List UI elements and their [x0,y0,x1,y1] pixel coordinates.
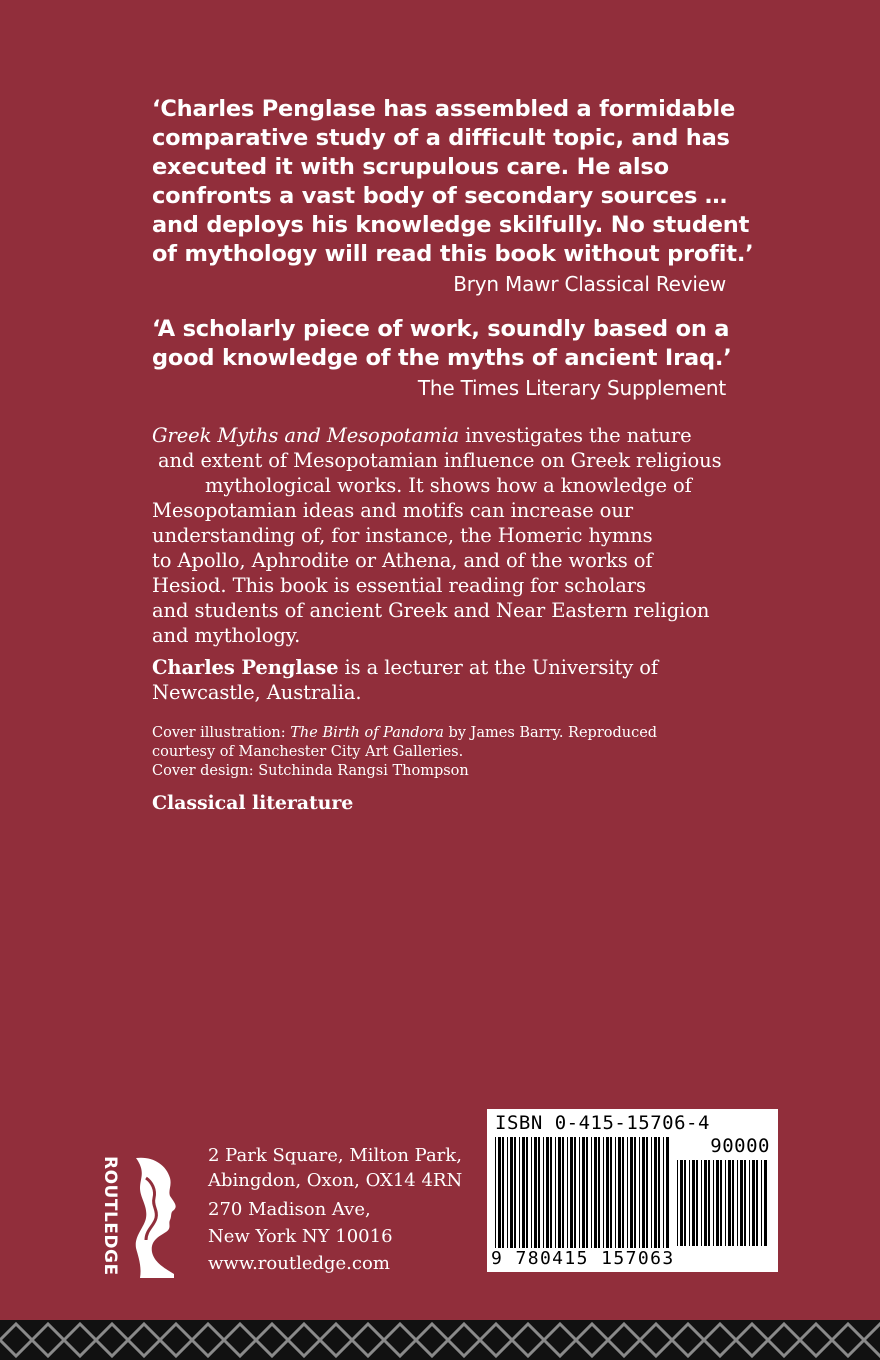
credit-line: Cover illustration: The Birth of Pandora by James Barry. Reproduced [152,725,658,741]
profile-faces-icon [130,1156,182,1280]
description-line: mythological works. It shows how a knowledge of [205,474,692,497]
quote-1-source: Bryn Mawr Classical Review [453,272,726,296]
quote-1-line: confronts a vast body of secondary sources … [152,183,728,209]
description-line: understanding of, for instance, the Homeric hymns [152,524,653,547]
description-line: and mythology. [152,624,301,647]
quote-1-line: executed it with scrupulous care. He also [152,154,669,180]
address-line: New York NY 10016 [208,1226,393,1247]
author-bio-line: Charles Penglase is a lecturer at the University of [152,656,658,679]
isbn-barcode [487,1109,778,1272]
description-line: to Apollo, Aphrodite or Athena, and of the works of [152,549,653,572]
quote-2-line: good knowledge of the myths of ancient Iraq.’ [152,345,732,371]
credit-line: courtesy of Manchester City Art Galleries. [152,744,464,760]
quote-2-line: ‘A scholarly piece of work, soundly based on a [152,316,730,342]
quote-1-line: of mythology will read this book without profit.’ [152,241,754,267]
routledge-logo [98,1150,188,1280]
quote-2-source: The Times Literary Supplement [417,376,726,400]
description-line: Mesopotamian ideas and motifs can increase our [152,499,634,522]
description-line: and extent of Mesopotamian influence on Greek religious [158,449,722,472]
decorative-border-pattern [0,1320,880,1360]
logo-text: ROUTLEDGE [100,1156,120,1276]
quote-1-line: ‘Charles Penglase has assembled a formidable [152,96,736,122]
quote-1-line: and deploys his knowledge skilfully. No student [152,212,750,238]
address-line: 2 Park Square, Milton Park, [208,1145,462,1166]
address-line: 270 Madison Ave, [208,1199,371,1220]
description-line: and students of ancient Greek and Near Eastern religion [152,599,710,622]
quote-1-line: comparative study of a difficult topic, and has [152,125,730,151]
author-name: Charles Penglase [152,656,339,679]
credit-line: Cover design: Sutchinda Rangsi Thompson [152,763,469,779]
address-line: Abingdon, Oxon, OX14 4RN [208,1170,463,1191]
ean-digits: 9 780415 157063 [491,1248,675,1269]
addon-barcode-bars [677,1160,769,1246]
publisher-website: www.routledge.com [208,1253,390,1274]
subject-category: Classical literature [152,792,354,814]
price-addon-number: 90000 [710,1135,770,1157]
author-bio-line: Newcastle, Australia. [152,681,362,704]
description-line: Hesiod. This book is essential reading for scholars [152,574,646,597]
isbn-label: ISBN 0-415-15706-4 [495,1112,710,1134]
description-line: Greek Myths and Mesopotamia investigates the nature [152,424,692,447]
book-title: Greek Myths and Mesopotamia [152,424,460,447]
